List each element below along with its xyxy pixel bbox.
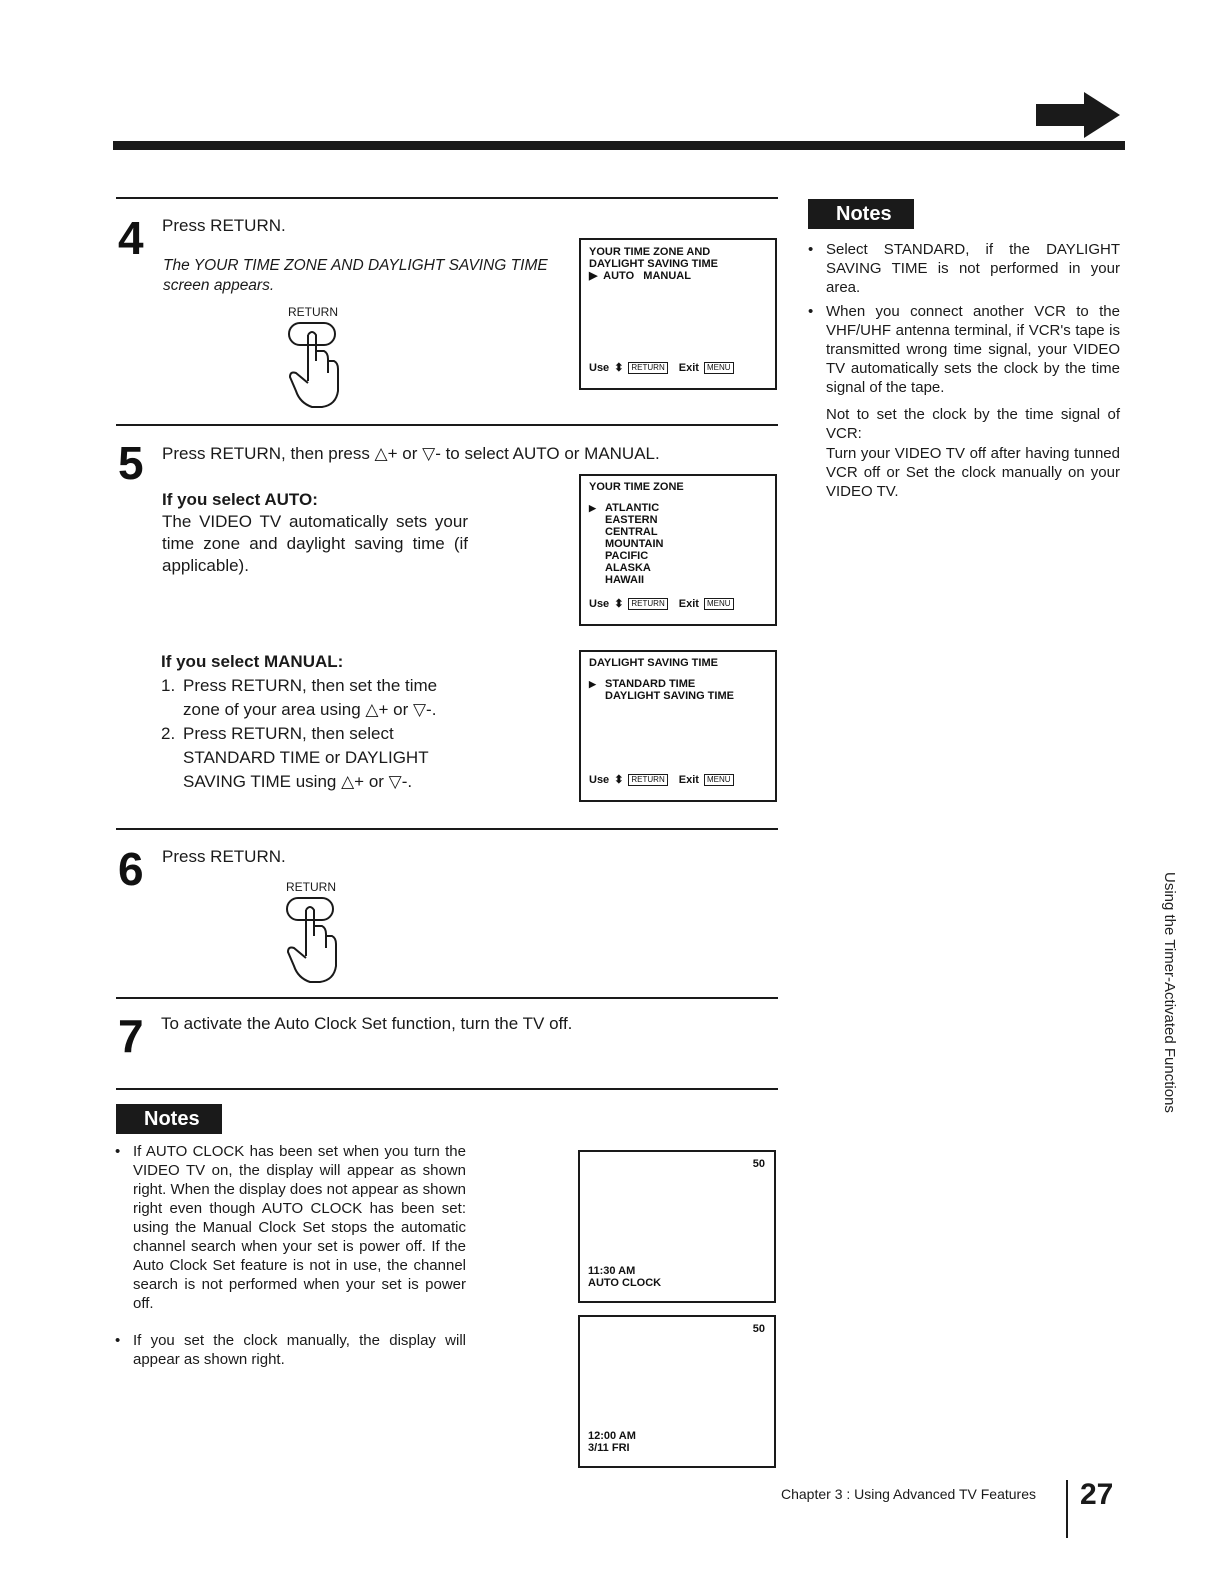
manual-clock-display-screen (578, 1315, 776, 1468)
step-5-number: 5 (118, 437, 144, 489)
step-4-number: 4 (118, 212, 144, 264)
clock-date: 3/11 FRI (588, 1442, 630, 1454)
next-page-arrow-icon (1036, 92, 1120, 138)
use-label: Use (589, 598, 610, 610)
updown-arrow-icon: ⬍ (614, 598, 624, 610)
use-label: Use (589, 362, 610, 374)
exit-label: Exit (678, 774, 699, 786)
time-zone-item: ATLANTIC (605, 502, 660, 514)
menu-key-icon: MENU (704, 598, 734, 610)
step-6-return-button-illustration (268, 880, 358, 985)
step-5-manual-heading: If you select MANUAL: (161, 652, 344, 671)
step-6-number: 6 (118, 843, 144, 895)
step-6-instruction: Press RETURN. (162, 847, 286, 866)
time-zone-item: HAWAII (605, 574, 645, 586)
step-6-divider (116, 828, 778, 830)
step-5-instruction: Press RETURN, then press △+ or ▽- to select AUTO or MANUAL. (162, 444, 660, 463)
return-key-icon: RETURN (628, 362, 667, 374)
auto-clock-label: AUTO CLOCK (588, 1277, 662, 1289)
tz-dst-menu-screen (579, 238, 777, 390)
manual-step-item: 2. Press RETURN, then select STANDARD TIME or DAYLIGHT SAVING TIME using △+ or ▽-. (161, 724, 429, 791)
note-item: • When you connect another VCR to the VHF/UHF antenna terminal, if VCR's tape is transmitted wrong time signal, your VIDEO TV automatically sets the clock by the time signal of the tape. (808, 302, 1120, 397)
selected-marker-icon: ▶ (589, 679, 596, 689)
updown-arrow-icon: ⬍ (614, 362, 624, 374)
tz-dst-screen-title-2: DAYLIGHT SAVING TIME (589, 258, 718, 270)
return-button-label: RETURN (288, 305, 338, 319)
clock-time: 12:00 AM (588, 1430, 636, 1442)
updown-arrow-icon: ⬍ (614, 774, 624, 786)
page-number: 27 (1080, 1478, 1114, 1511)
exit-label: Exit (678, 598, 699, 610)
dst-menu-screen (579, 650, 777, 802)
menu-key-icon: MENU (704, 362, 734, 374)
exit-label: Exit (678, 362, 699, 374)
time-zone-item: ALASKA (605, 562, 651, 574)
notes-right-extra-1: Not to set the clock by the time signal of VCR: (826, 406, 1120, 442)
step-5-auto-heading: If you select AUTO: (162, 490, 318, 509)
clock-time: 11:30 AM (588, 1265, 636, 1277)
channel-number: 50 (752, 1158, 765, 1170)
step-4-result: The YOUR TIME ZONE AND DAYLIGHT SAVING TIME screen appears. (163, 257, 548, 294)
note-item: • If AUTO CLOCK has been set when you turn the VIDEO TV on, the display will appear as shown right. When the display does not appear as shown right even though AUTO CLOCK has been set: using the Manual Clock Set stops the automatic channel search when your set is power off. If the Auto Clock Set feature is not in use, the channel search is not performed when your set is power off. (115, 1142, 466, 1313)
notes-bottom-list (115, 1142, 466, 1369)
notes-right-extra-2: Turn your VIDEO TV off after having tunned VCR off or Set the clock manually on your VIDEO TV. (826, 445, 1120, 500)
dst-item: DAYLIGHT SAVING TIME (605, 690, 734, 702)
footer-chapter-title: Chapter 3 : Using Advanced TV Features (781, 1486, 1036, 1502)
time-zone-item: EASTERN (605, 514, 658, 526)
pressing-hand-icon (282, 321, 346, 409)
dst-screen-title: DAYLIGHT SAVING TIME (589, 657, 718, 669)
channel-number: 50 (752, 1323, 765, 1335)
auto-clock-display-screen (578, 1150, 776, 1303)
notes-right-label: Notes (808, 199, 914, 229)
use-label: Use (589, 774, 610, 786)
selected-marker-icon: ▶ (589, 503, 596, 513)
notes-bottom-label: Notes (116, 1104, 222, 1134)
menu-key-icon: MENU (704, 774, 734, 786)
step-7-divider (116, 997, 778, 999)
step-5-manual-list (161, 674, 461, 794)
chapter-side-tab: Using the Timer-Activated Functions (1161, 872, 1178, 1113)
step-7-instruction: To activate the Auto Clock Set function, turn the TV off. (161, 1014, 573, 1033)
note-item: • Select STANDARD, if the DAYLIGHT SAVING TIME is not performed in your area. (808, 240, 1120, 297)
tz-dst-screen-option: ▶ AUTO MANUAL (589, 270, 691, 282)
manual-step-item: 1. Press RETURN, then set the time zone of your area using △+ or ▽-. (161, 676, 438, 719)
screen-control-hint (589, 362, 734, 374)
pressing-hand-icon (280, 896, 344, 984)
time-zone-item: PACIFIC (605, 550, 649, 562)
top-header-bar (113, 141, 1125, 150)
time-zone-menu-screen (579, 474, 777, 626)
step-4-instruction: Press RETURN. (162, 216, 286, 235)
note-item: • If you set the clock manually, the display will appear as shown right. (115, 1331, 466, 1369)
notes-divider (116, 1088, 778, 1090)
notes-right-list (808, 240, 1120, 397)
dst-item: STANDARD TIME (605, 678, 696, 690)
return-button-label: RETURN (286, 880, 336, 894)
time-zone-screen-title: YOUR TIME ZONE (589, 481, 684, 493)
step-4-divider (116, 197, 778, 199)
tz-dst-screen-title-1: YOUR TIME ZONE AND (589, 246, 711, 258)
screen-control-hint (589, 598, 734, 610)
footer-divider (1066, 1480, 1068, 1538)
return-key-icon: RETURN (628, 774, 667, 786)
return-key-icon: RETURN (628, 598, 667, 610)
step-5-divider (116, 424, 778, 426)
step-5-auto-text: The VIDEO TV automatically sets your time zone and daylight saving time (if applicable). (162, 512, 468, 575)
time-zone-item: MOUNTAIN (605, 538, 664, 550)
screen-control-hint (589, 774, 734, 786)
time-zone-item: CENTRAL (605, 526, 658, 538)
step-4-return-button-illustration (270, 305, 360, 410)
step-7-number: 7 (118, 1010, 144, 1062)
